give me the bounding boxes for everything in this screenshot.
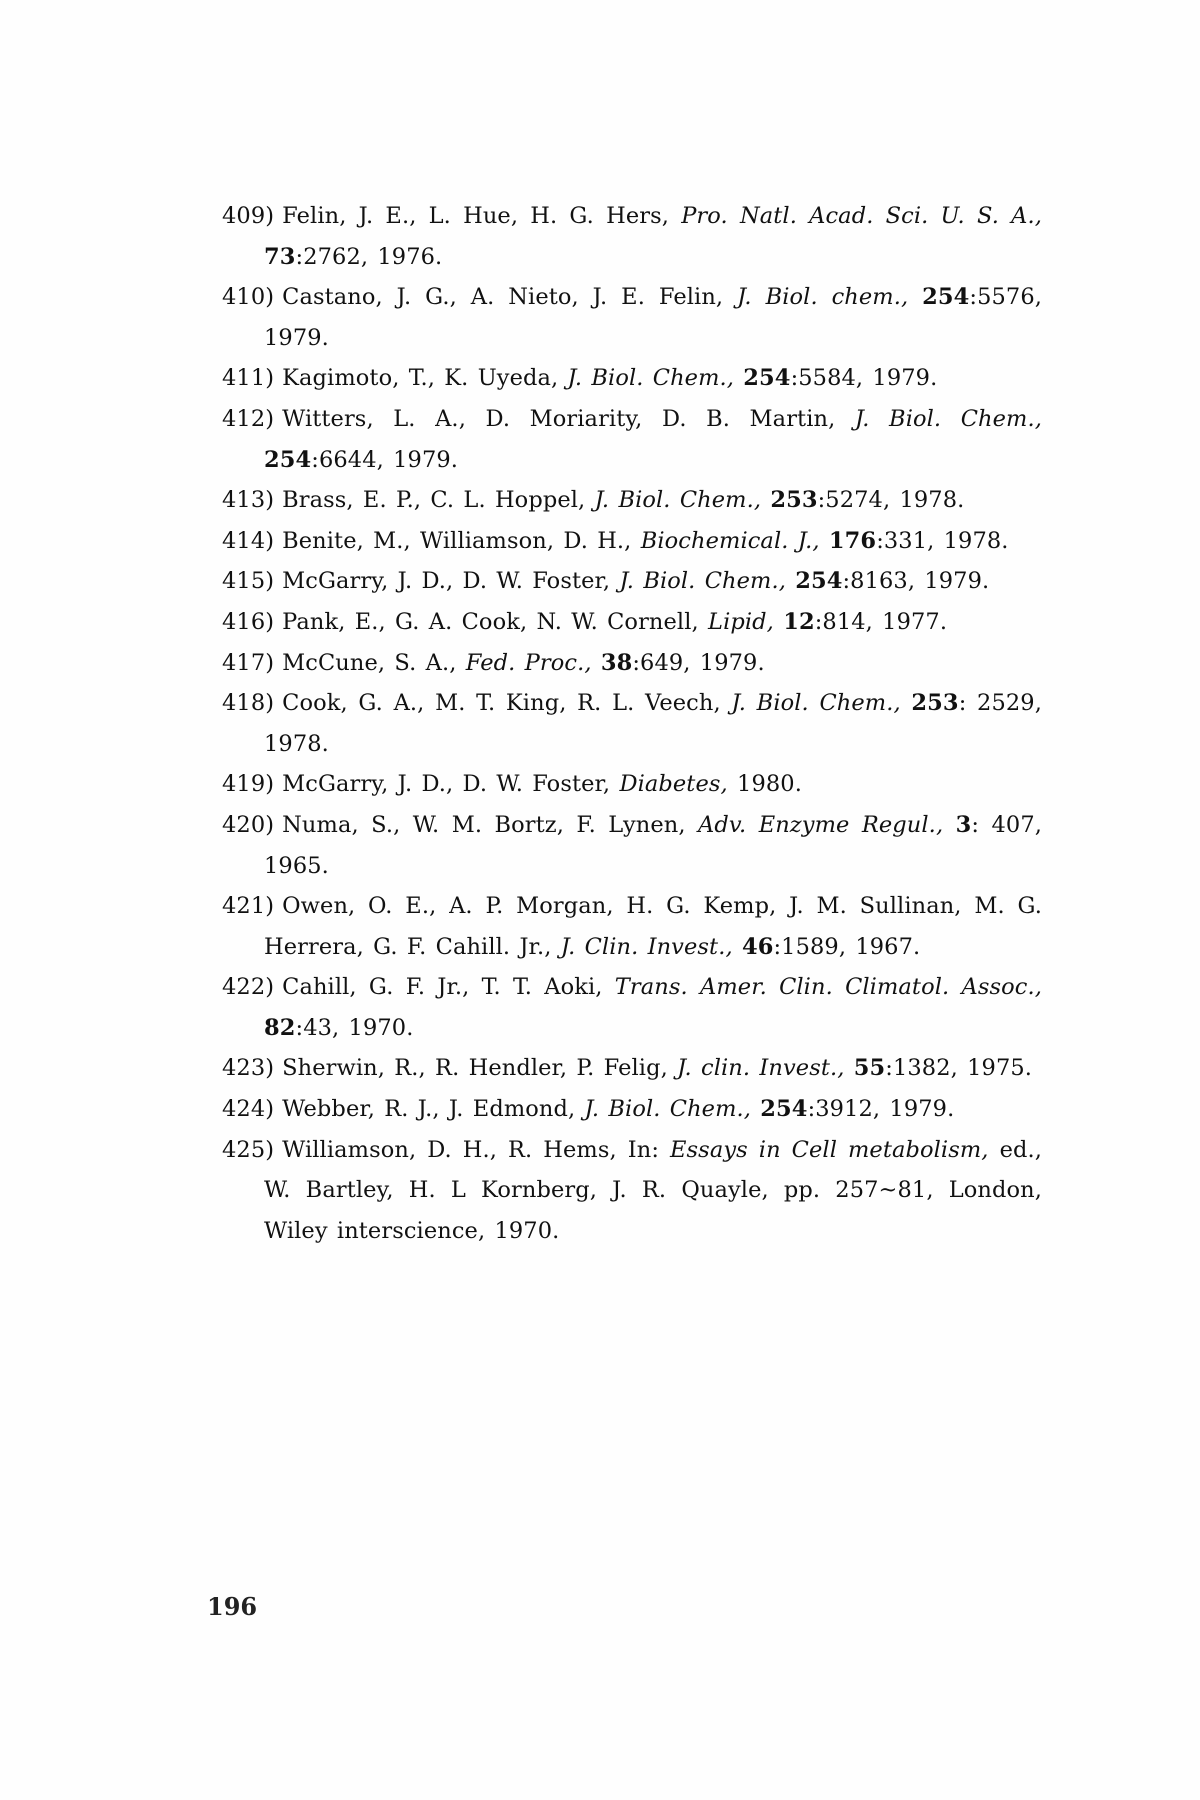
reference-item (222, 1130, 1042, 1252)
reference-pages-year: :5576, 1979. (264, 284, 1042, 351)
reference-volume: 176 (828, 527, 877, 554)
reference-volume: 254 (760, 1096, 808, 1123)
reference-authors: McCune, S. A., (282, 649, 457, 676)
reference-journal: J. clin. Invest., (677, 1055, 845, 1082)
reference-journal: J. Biol. Chem., (584, 1096, 752, 1123)
reference-list (222, 196, 1042, 1251)
reference-pages-year: :1589, 1967. (773, 933, 921, 960)
reference-pages-year: ed., W. Bartley, H. L Kornberg, J. R. Quayle, pp. 257~81, London, Wiley interscience, 1970. (264, 1136, 1042, 1244)
reference-authors: Kagimoto, T., K. Uyeda, (282, 365, 559, 392)
reference-number: 414) (222, 527, 275, 554)
reference-item (222, 561, 1042, 602)
reference-number: 416) (222, 608, 275, 635)
reference-volume: 253 (911, 690, 959, 717)
reference-authors: Cook, G. A., M. T. King, R. L. Veech, (282, 690, 721, 717)
reference-pages-year: :649, 1979. (632, 649, 765, 676)
reference-item (222, 480, 1042, 521)
reference-item (222, 277, 1042, 358)
reference-volume: 253 (770, 487, 818, 514)
reference-journal: Essays in Cell metabolism, (670, 1136, 989, 1163)
reference-authors: Witters, L. A., D. Moriarity, D. B. Martin, (282, 405, 836, 432)
reference-number: 412) (222, 405, 275, 432)
reference-number: 422) (222, 974, 275, 1001)
reference-item (222, 358, 1042, 399)
reference-pages-year: : 2529, 1978. (264, 690, 1042, 757)
reference-item (222, 196, 1042, 277)
reference-journal: Adv. Enzyme Regul., (698, 811, 944, 838)
reference-number: 413) (222, 487, 275, 514)
reference-volume: 82 (264, 1014, 296, 1041)
reference-authors: Benite, M., Williamson, D. H., (282, 527, 632, 554)
reference-volume: 46 (741, 933, 774, 960)
reference-number: 410) (222, 284, 275, 311)
reference-authors: Brass, E. P., C. L. Hoppel, (282, 487, 586, 514)
reference-authors: Sherwin, R., R. Hendler, P. Felig, (282, 1055, 668, 1082)
reference-number: 415) (222, 568, 275, 595)
reference-number: 411) (222, 365, 275, 392)
reference-pages-year: :3912, 1979. (807, 1096, 955, 1123)
reference-item (222, 602, 1042, 643)
reference-number: 423) (222, 1055, 275, 1082)
reference-item (222, 1089, 1042, 1130)
reference-authors: Cahill, G. F. Jr., T. T. Aoki, (282, 974, 603, 1001)
reference-volume: 12 (783, 608, 815, 635)
reference-volume: 38 (600, 649, 633, 676)
reference-item (222, 764, 1042, 805)
reference-pages-year: :5274, 1978. (817, 487, 965, 514)
reference-number: 419) (222, 771, 275, 798)
reference-journal: J. Biol. chem., (737, 284, 909, 311)
reference-item (222, 886, 1042, 967)
reference-journal: Trans. Amer. Clin. Climatol. Assoc., (614, 974, 1042, 1001)
reference-number: 420) (222, 811, 275, 838)
reference-item (222, 1048, 1042, 1089)
reference-item (222, 399, 1042, 480)
reference-journal: Lipid, (708, 608, 774, 635)
reference-journal: J. Biol. Chem., (567, 365, 735, 392)
reference-journal: Diabetes, (619, 771, 728, 798)
reference-number: 409) (222, 203, 275, 229)
reference-pages-year: : 407, 1965. (264, 811, 1042, 879)
reference-authors: McGarry, J. D., D. W. Foster, (282, 771, 611, 798)
reference-journal: J. Biol. Chem., (731, 690, 901, 717)
reference-authors: McGarry, J. D., D. W. Foster, (282, 568, 611, 595)
reference-item (222, 643, 1042, 684)
reference-item (222, 967, 1042, 1048)
reference-authors: Castano, J. G., A. Nieto, J. E. Felin, (282, 284, 724, 311)
reference-pages-year: :6644, 1979. (311, 446, 459, 473)
reference-item (222, 805, 1042, 886)
reference-volume: 254 (922, 284, 970, 311)
reference-number: 421) (222, 893, 275, 920)
reference-volume: 3 (955, 811, 972, 838)
reference-volume: 254 (795, 568, 843, 595)
reference-journal: J. Clin. Invest., (560, 933, 733, 960)
reference-volume: 254 (264, 446, 312, 473)
reference-authors: Williamson, D. H., R. Hems, In: (282, 1136, 660, 1163)
reference-pages-year: :814, 1977. (814, 608, 948, 635)
reference-pages-year: :43, 1970. (295, 1014, 414, 1041)
reference-pages-year: :5584, 1979. (790, 365, 938, 392)
reference-journal: Biochemical. J., (640, 527, 820, 554)
reference-pages-year: :1382, 1975. (885, 1055, 1033, 1082)
reference-authors: Pank, E., G. A. Cook, N. W. Cornell, (282, 608, 699, 635)
reference-volume: 73 (264, 243, 296, 270)
reference-authors: Webber, R. J., J. Edmond, (282, 1096, 576, 1123)
reference-pages-year: :331, 1978. (876, 527, 1009, 554)
reference-authors: Owen, O. E., A. P. Morgan, H. G. Kemp, J. M. Sullinan, M. G. Herrera, G. F. Cahill. Jr., (264, 893, 1042, 960)
reference-pages-year: 1980. (737, 771, 802, 798)
reference-number: 418) (222, 690, 275, 717)
reference-authors: Felin, J. E., L. Hue, H. G. Hers, (282, 203, 669, 229)
reference-journal: J. Biol. Chem., (619, 568, 786, 595)
reference-journal: J. Biol. Chem., (854, 405, 1042, 432)
reference-volume: 254 (743, 365, 791, 392)
reference-pages-year: :2762, 1976. (295, 243, 443, 270)
reference-journal: J. Biol. Chem., (594, 487, 762, 514)
reference-pages-year: :8163, 1979. (842, 568, 990, 595)
reference-item (222, 521, 1042, 562)
reference-number: 417) (222, 649, 275, 676)
page-number: 196 (207, 1592, 258, 1621)
reference-item (222, 683, 1042, 764)
reference-journal: Fed. Proc., (465, 649, 592, 676)
reference-number: 424) (222, 1096, 275, 1123)
reference-number: 425) (222, 1136, 275, 1163)
reference-authors: Numa, S., W. M. Bortz, F. Lynen, (282, 811, 686, 838)
reference-volume: 55 (853, 1055, 886, 1082)
reference-journal: Pro. Natl. Acad. Sci. U. S. A., (681, 203, 1042, 229)
